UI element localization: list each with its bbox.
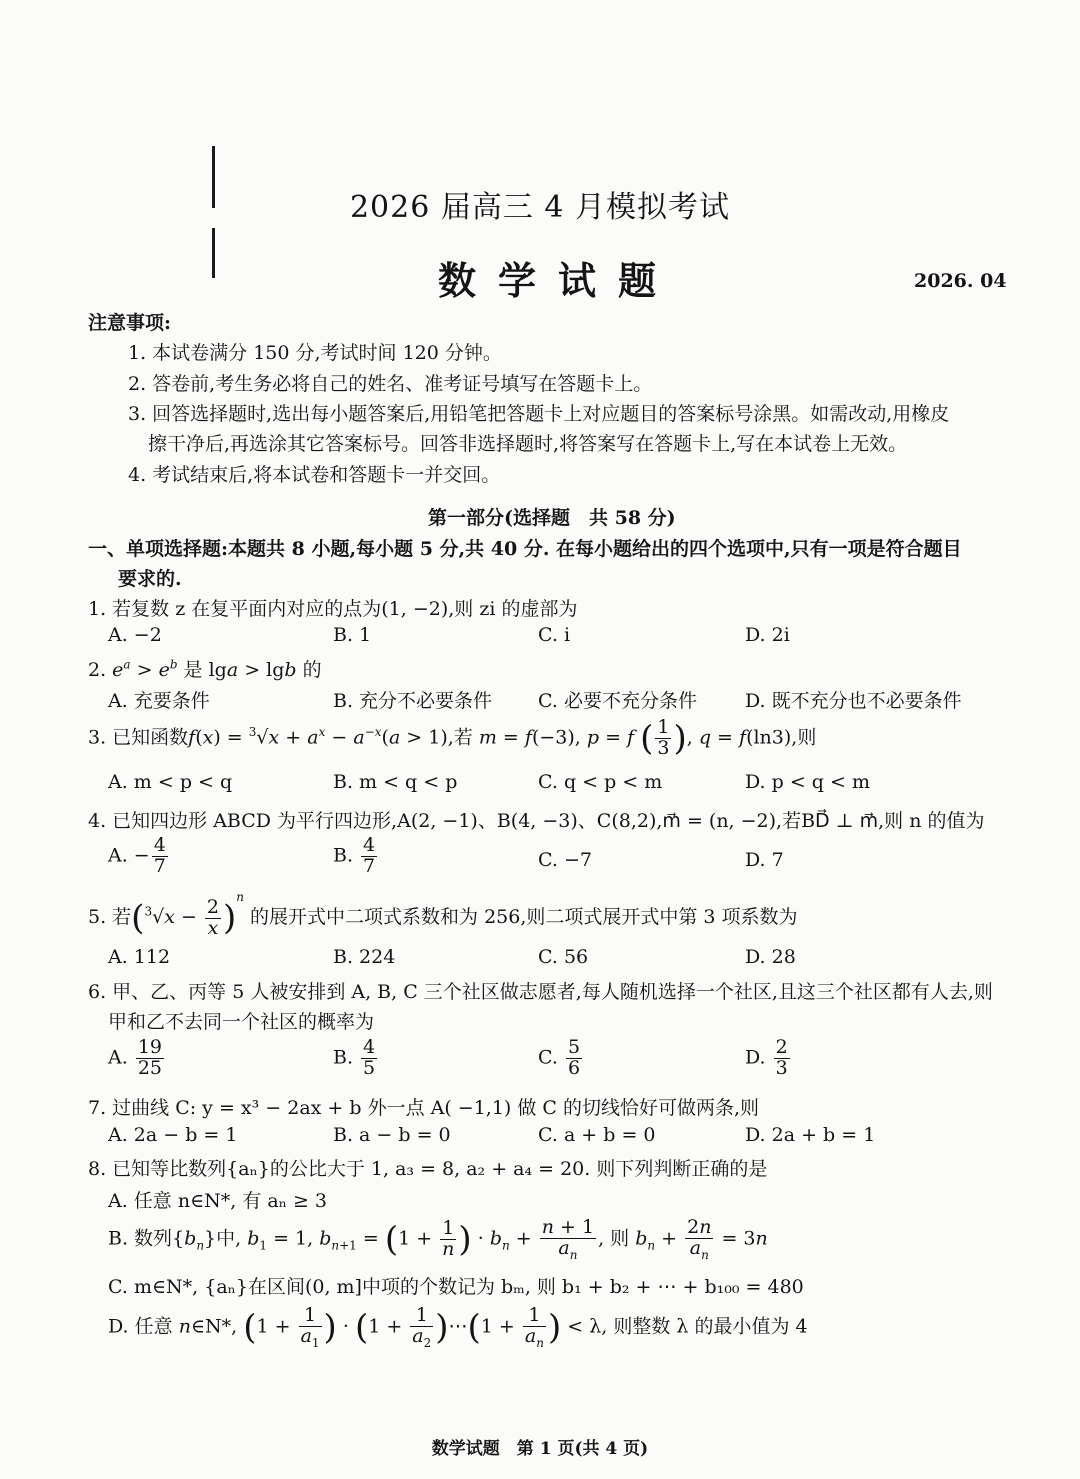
q4-option-c: C. −7: [538, 849, 592, 871]
page-footer: 数学试题 第 1 页(共 4 页): [431, 1439, 649, 1459]
q6-option-a: A. $\frac{19}{25}$: [108, 1036, 162, 1079]
question-4-stem: 4. 已知四边形 ABCD 为平行四边形,A(2, −1)、B(4, −3)、C(8,2),m⃗ = (n, −2),若BD⃗ ⊥ m⃗,则 n 的值为: [88, 810, 985, 832]
q3-option-d: D. p < q < m: [745, 771, 870, 793]
q3-option-c: C. q < p < m: [538, 771, 663, 793]
notes-heading: 注意事项:: [88, 312, 172, 334]
q7-option-c: C. a + b = 0: [538, 1124, 656, 1146]
note-item: 擦干净后,再选涂其它答案标号。回答非选择题时,将答案写在答题卡上,写在本试卷上无效。: [148, 433, 908, 455]
q5-option-d: D. 28: [745, 946, 796, 968]
q2-option-b: B. 充分不必要条件: [333, 690, 493, 712]
q1-option-b: B. 1: [333, 624, 372, 646]
q4-option-d: D. 7: [745, 849, 784, 871]
q2-option-a: A. 充要条件: [108, 690, 210, 712]
q6-option-d: D. $\frac{2}{3}$: [745, 1036, 788, 1079]
note-item: 3. 回答选择题时,选出每小题答案后,用铅笔把答题卡上对应题目的答案标号涂黑。如需改动,用橡皮: [128, 403, 950, 425]
q8-option-d: D. 任意 n∈N*, (1 + $\frac{1}{a_1}$ ) · (1 + $\frac{1}{a_2}$ )⋯(1 + $\frac{1}{a_n}$ ) < λ, 则整数 λ 的最小值为 4: [108, 1304, 808, 1350]
exam-date: 2026. 04: [914, 270, 1007, 292]
q7-option-a: A. 2a − b = 1: [108, 1124, 238, 1146]
question-1-stem: 1. 若复数 z 在复平面内对应的点为(1, −2),则 zi 的虚部为: [88, 598, 578, 620]
section-instruction: 一、单项选择题:本题共 8 小题,每小题 5 分,共 40 分. 在每小题给出的四个选项中,只有一项是符合题目: [88, 538, 962, 560]
section-instruction-cont: 要求的.: [118, 568, 182, 590]
q8-option-d-tail: < λ, 则整数 λ 的最小值为 4: [567, 1315, 808, 1338]
q5-option-b: B. 224: [333, 946, 396, 968]
question-5-stem: 5. 若($^3$√x − $\frac{2}{x}$ )$^n$ 的展开式中二项式系数和为 256,则二项式展开式中第 3 项系数为: [88, 890, 798, 939]
q1-option-c: C. i: [538, 624, 571, 646]
q2-option-c: C. 必要不充分条件: [538, 690, 697, 712]
exam-title: 2026 届高三 4 月模拟考试: [349, 190, 731, 225]
q5-option-a: A. 112: [108, 946, 171, 968]
q8-option-b: B. 数列$\{b_n\}$中, $b_1 = 1$, $b_{n+1} = (1$ + $\frac{1}{n}$ ) · $b_n$ + $\frac{n + 1}{a_n}$ , 则 $b_n$ + $\frac{2n}{a_n}$ = 3n: [108, 1216, 768, 1262]
q1-option-d: D. 2i: [745, 624, 790, 646]
q3-option-a: A. m < p < q: [108, 771, 233, 793]
question-2-stem: 2. $e^a > e^b$ 是 lga > lgb 的: [88, 657, 322, 681]
q5-option-c: C. 56: [538, 946, 589, 968]
q4-option-a: A. − $\frac{4}{7}$: [108, 834, 166, 877]
note-item: 2. 答卷前,考生务必将自己的姓名、准考证号填写在答题卡上。: [128, 373, 653, 395]
q1-option-a: A. −2: [108, 624, 162, 646]
q8-option-c: C. m∈N*, {aₙ}在区间(0, m]中项的个数记为 bₘ, 则 b₁ + b₂ + ⋯ + b₁₀₀ = 480: [108, 1276, 804, 1298]
question-6-stem: 6. 甲、乙、丙等 5 人被安排到 A, B, C 三个社区做志愿者,每人随机选择一个社区,且这三个社区都有人去,则: [88, 981, 993, 1003]
q6-option-c: C. $\frac{5}{6}$: [538, 1036, 581, 1079]
subject-title: 数学试题: [437, 258, 678, 303]
q6-option-b: B. $\frac{4}{5}$: [333, 1036, 376, 1079]
part-title: 第一部分(选择题 共 58 分): [428, 507, 676, 529]
q4-option-b: B. $\frac{4}{7}$: [333, 834, 376, 877]
q7-option-d: D. 2a + b = 1: [745, 1124, 876, 1146]
question-3-stem: 3. 已知函数$f(x) = ^3√x + a^x - a^{-x}(a > 1)$,若 m = f(−3), p = f ( $\frac{1}{3}$ ), q = f(ln3),则: [88, 716, 817, 759]
q3-option-b: B. m < q < p: [333, 771, 458, 793]
question-6-stem-cont: 甲和乙不去同一个社区的概率为: [108, 1011, 375, 1033]
q2-option-d: D. 既不充分也不必要条件: [745, 690, 962, 712]
q5-stem-tail: 的展开式中二项式系数和为 256,则二项式展开式中第 3 项系数为: [250, 906, 798, 928]
note-item: 1. 本试卷满分 150 分,考试时间 120 分钟。: [128, 342, 502, 364]
q8-option-a: A. 任意 n∈N*, 有 aₙ ≥ 3: [108, 1190, 328, 1212]
question-7-stem: 7. 过曲线 C: y = x³ − 2ax + b 外一点 A( −1,1) 做 C 的切线恰好可做两条,则: [88, 1097, 760, 1119]
note-item: 4. 考试结束后,将本试卷和答题卡一并交回。: [128, 464, 501, 486]
question-8-stem: 8. 已知等比数列{aₙ}的公比大于 1, a₃ = 8, a₂ + a₄ = 20. 则下列判断正确的是: [88, 1158, 768, 1180]
q7-option-b: B. a − b = 0: [333, 1124, 451, 1146]
